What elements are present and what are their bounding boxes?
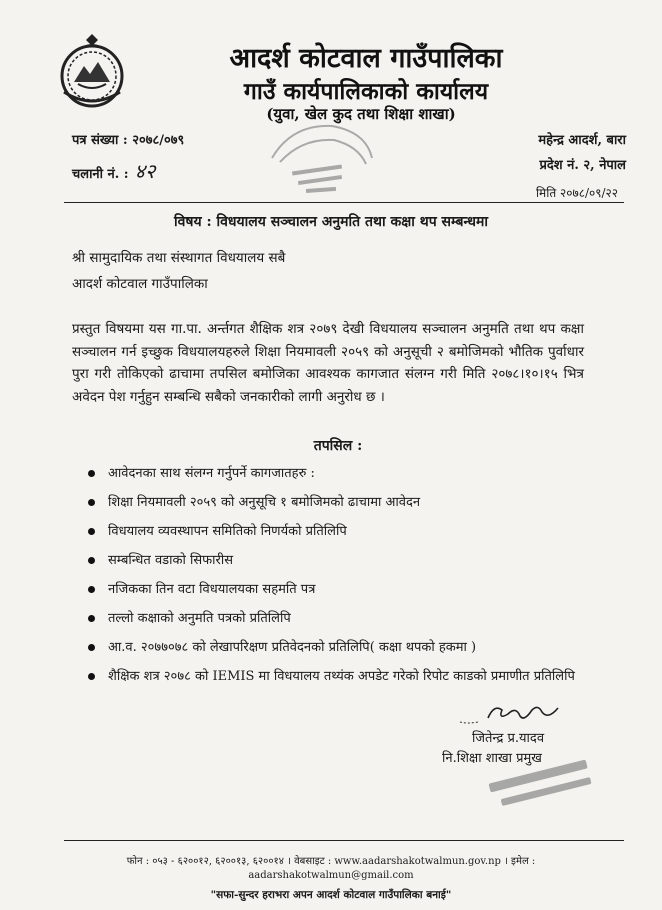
header-divider: [64, 202, 624, 203]
footer-contact: फोन : ०५३ - ६२००१२, ६२००१३, ६२००१४ । वेबसाइट : www.aadarshakotwalmun.gov.np । इमेल :: [126, 856, 536, 867]
list-item: नजिकका तिन वटा विधयालयका सहमति पत्र: [88, 580, 588, 599]
section-name: (युवा, खेल कुद तथा शिक्षा शाखा): [266, 105, 456, 123]
letter-date: मिति २०७८/०९/२२: [535, 186, 618, 200]
signatory-name: जितेन्द्र प्र.यादव: [472, 731, 545, 746]
bullet-icon: [88, 644, 95, 651]
list-item: आवेदनका साथ संलग्न गर्नुपर्ने कागजातहरु :: [88, 464, 588, 483]
signatory-title: नि.शिक्षा शाखा प्रमुख: [442, 751, 542, 766]
footer-slogan: "सफा-सुन्दर हराभरा अपन आदर्श कोटवाल गाउँपालिका बनाई": [210, 889, 452, 901]
letter-body: प्रस्तुत विषयमा यस गा.पा. अर्न्तगत शैक्षिक शत्र २०७९ देखी विधयालय सञ्चालन अनुमति तथा थप कक्षा सञ्चालन गर्न इच्छुक विधयालयहरुले शिक्षा नियमावली २०५९ को अनुसूची २ बमोजिमको भौतिक पुर्वाधार पुरा गरी तोकिएको ढाचामा तपसिल बमोजिका आवश्यक कागजात संलग्न गरी मिति २०७८।१०।१५ भित्र अवेदन पेश गर्नुहुन सम्बन्धि सबैको जनकारीको लागी अनुरोध छ ।: [72, 321, 584, 405]
handwritten-signature: [458, 700, 568, 728]
bullet-icon: [88, 615, 95, 622]
letter-subject: विषय : विधयालय सञ्चालन अनुमति तथा कक्षा थप सम्बन्धमा: [173, 214, 489, 230]
signatory-seal-stamp: [480, 748, 610, 818]
details-heading: तपसिल :: [313, 438, 363, 454]
bullet-icon: [88, 586, 95, 593]
list-item: शैक्षिक शत्र २०७८ को IEMIS मा विधयालय तथ्यंक अपडेट गरेको रिपोट काडको प्रमाणीत प्रतिलिपि: [88, 667, 588, 686]
addressee-line-1: श्री सामुदायिक तथा संस्थागत विधयालय सबै: [72, 250, 286, 266]
footer-email: aadarshakotwalmun@gmail.com: [248, 870, 414, 881]
footer-divider: [64, 840, 624, 841]
requirements-list: [88, 464, 588, 686]
office-province: प्रदेश नं. २, नेपाल: [539, 158, 626, 173]
list-item: शिक्षा नियमावली २०५९ को अनुसूचि १ बमोजिमको ढाचामा आवेदन: [88, 493, 588, 512]
executive-office-title: गाउँ कार्यपालिकाको कार्यालय: [243, 78, 489, 105]
bullet-icon: [88, 557, 95, 564]
list-item: आ.व. २०७७०७८ को लेखापरिक्षण प्रतिवेदनको प्रतिलिपि( कक्षा थपको हकमा ): [88, 638, 588, 657]
bullet-icon: [88, 470, 95, 477]
dispatch-stamp: [262, 118, 380, 198]
list-item: विधयालय व्यवस्थापन समितिको निणर्यको प्रतिलिपि: [88, 522, 588, 541]
office-location: महेन्द्र आदर्श, बारा: [538, 133, 626, 148]
bullet-icon: [88, 673, 95, 680]
bullet-icon: [88, 499, 95, 506]
office-name: आदर्श कोटवाल गाउँपालिका: [229, 43, 503, 74]
addressee-line-2: आदर्श कोटवाल गाउँपालिका: [72, 276, 208, 292]
dispatch-number: [72, 157, 155, 184]
dispatch-label: चलानी नं. :: [72, 167, 129, 182]
reference-number: पत्र संख्या : २०७८/०७९: [72, 133, 185, 148]
dispatch-value: ४२: [134, 159, 156, 183]
bullet-icon: [88, 528, 95, 535]
list-item: तल्लो कक्षाको अनुमति पत्रको प्रतिलिपि: [88, 609, 588, 628]
list-item: सम्बन्धित वडाको सिफारीस: [88, 551, 588, 570]
